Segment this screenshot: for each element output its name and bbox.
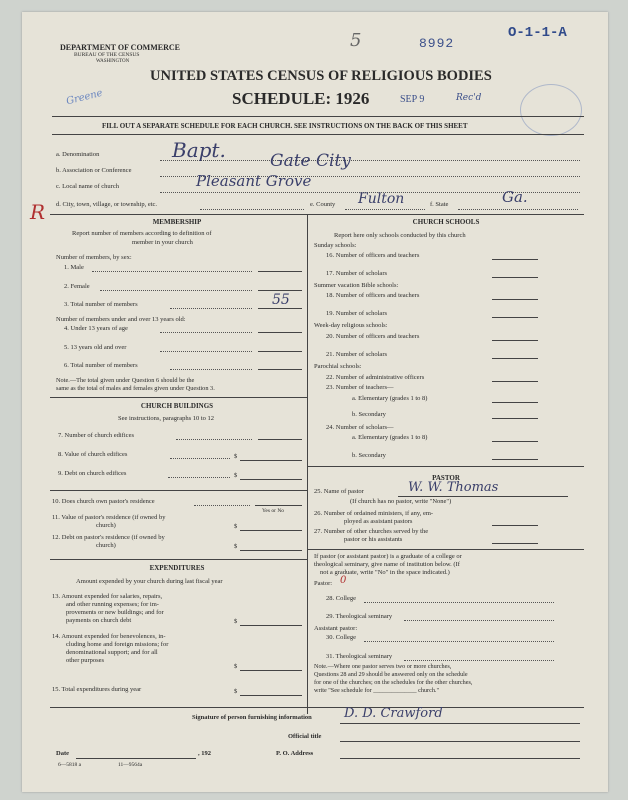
- q23-a: a. Elementary (grades 1 to 8): [352, 395, 428, 402]
- signature-value: D. D. Crawford: [344, 706, 443, 721]
- q11-label-b: church): [96, 522, 116, 529]
- q2-female: 2. Female: [64, 283, 90, 290]
- q20: 20. Number of officers and teachers: [326, 333, 420, 340]
- q24: 24. Number of scholars—: [326, 424, 394, 431]
- q12-dollar: $: [234, 543, 238, 550]
- q15-dollar: $: [234, 688, 238, 695]
- pastor-note-1: Note.—Where one pastor serves two or more churches,: [314, 663, 452, 670]
- q26-b: ployed as assistant pastors: [344, 518, 413, 525]
- form-title: UNITED STATES CENSUS OF RELIGIOUS BODIES: [150, 68, 492, 84]
- date-label: Date: [56, 750, 69, 757]
- official-title-label: Official title: [288, 733, 322, 740]
- q9-debt: 9. Debt on church edifices: [58, 470, 127, 477]
- association-label: b. Association or Conference: [56, 167, 132, 174]
- denomination-label: a. Denomination: [56, 151, 100, 158]
- year-label: , 192: [198, 750, 211, 757]
- department-label: DEPARTMENT OF COMMERCE: [60, 43, 181, 52]
- q27-a: 27. Number of other churches served by the: [314, 528, 429, 535]
- q14-a: 14. Amount expended for benevolences, in-: [52, 633, 166, 640]
- q14-dollar: $: [234, 663, 238, 670]
- q30-college: 30. College: [326, 634, 356, 641]
- q3-total-value: 55: [272, 292, 290, 308]
- weekday-schools: Week-day religious schools:: [314, 322, 388, 329]
- pastor-note-3: for one of the churches; on the schedules for the other churches,: [314, 679, 473, 686]
- buildings-sub: See instructions, paragraphs 10 to 12: [118, 415, 215, 422]
- q17: 17. Number of scholars: [326, 270, 388, 277]
- form-code: O-1-1-A: [508, 25, 567, 41]
- po-address-label: P. O. Address: [276, 750, 314, 757]
- q15-total: 15. Total expenditures during year: [52, 686, 142, 693]
- schedule-title: SCHEDULE: 1926: [232, 89, 370, 108]
- graduate-note-2: theological seminary, give name of institution below. (If: [314, 561, 460, 568]
- q6-total: 6. Total number of members: [64, 362, 138, 369]
- q24-a: a. Elementary (grades 1 to 8): [352, 434, 428, 441]
- expenditures-title: EXPENDITURES: [149, 564, 205, 572]
- signature-label: Signature of person furnishing information: [192, 714, 312, 721]
- yes-or-no: Yes or No: [262, 508, 285, 514]
- schools-title: CHURCH SCHOOLS: [412, 218, 480, 226]
- q11-label-a: 11. Value of pastor's residence (if owned by: [52, 514, 166, 521]
- q23: 23. Number of teachers—: [326, 384, 394, 391]
- q18: 18. Number of officers and teachers: [326, 292, 420, 299]
- membership-note-1: Note.—The total given under Question 6 should be the: [56, 377, 195, 384]
- graduate-note-1: If pastor (or assistant pastor) is a graduate of a college or: [314, 553, 462, 560]
- buildings-title: CHURCH BUILDINGS: [140, 402, 214, 410]
- handwritten-five: 5: [350, 30, 362, 51]
- q14-c: denominational support; and for all: [66, 649, 158, 656]
- q22: 22. Number of administrative officers: [326, 374, 425, 381]
- q13-b: and other running expenses; for im-: [66, 601, 159, 608]
- q1-male: 1. Male: [64, 264, 84, 271]
- pastor-note-4: write "See schedule for ______________ church.": [314, 687, 439, 694]
- q3-total: 3. Total number of members: [64, 301, 138, 308]
- q29-seminary: 29. Theological seminary: [326, 613, 393, 620]
- graduate-note-3: not a graduate, write "No" in the space indicated.): [320, 569, 450, 576]
- form-number: 6—5818 a: [58, 762, 82, 768]
- received-stamp: [520, 84, 582, 136]
- q13-a: 13. Amount expended for salaries, repairs,: [52, 593, 163, 600]
- state-label: f. State: [430, 201, 449, 208]
- q5-over-13: 5. 13 years old and over: [64, 344, 127, 351]
- form-number-2: 11—9564a: [118, 762, 143, 768]
- membership-intro-1: Report number of members according to definition of: [72, 230, 212, 237]
- q25-note: (If church has no pastor, write "None"): [350, 498, 452, 505]
- local-name-value: Pleasant Grove: [196, 172, 312, 190]
- q12-label-a: 12. Debt on pastor's residence (if owned by: [52, 534, 165, 541]
- q4-under-13: 4. Under 13 years of age: [64, 325, 128, 332]
- expenditures-sub: Amount expended by your church during last fiscal year: [76, 578, 223, 585]
- r-mark: R: [30, 200, 46, 224]
- q27-b: pastor or his assistants: [344, 536, 403, 543]
- q16: 16. Number of officers and teachers: [326, 252, 420, 259]
- membership-note-2: same as the total of males and females given under Question 3.: [56, 385, 215, 392]
- q13-d: payments on church debt: [66, 617, 132, 624]
- q13-c: provements or new buildings; and for: [66, 609, 164, 616]
- denomination-value: Bapt.: [172, 138, 226, 162]
- q26-a: 26. Number of ordained ministers, if any, em-: [314, 510, 434, 517]
- washington-label: WASHINGTON: [96, 59, 130, 64]
- members-by-sex: Number of members, by sex:: [56, 254, 132, 261]
- stamp-date: SEP 9: [400, 94, 425, 105]
- under-over-13: Number of members under and over 13 years old:: [56, 316, 186, 323]
- q25-label: 25. Name of pastor: [314, 488, 364, 495]
- instruction-banner: FILL OUT A SEPARATE SCHEDULE FOR EACH CHURCH. SEE INSTRUCTIONS ON THE BACK OF THIS SHEET: [102, 122, 468, 130]
- membership-title: MEMBERSHIP: [152, 218, 202, 226]
- q14-b: cluding home and foreign missions; for: [66, 641, 169, 648]
- greene-note: Greene: [65, 87, 104, 108]
- q7-edifices: 7. Number of church edifices: [58, 432, 134, 439]
- q8-dollar: $: [234, 453, 238, 460]
- sunday-schools: Sunday schools:: [314, 242, 357, 249]
- q13-dollar: $: [234, 618, 238, 625]
- q14-d: other purposes: [66, 657, 105, 664]
- pastor-sub-label: Pastor:: [314, 580, 333, 587]
- q8-value: 8. Value of church edifices: [58, 451, 128, 458]
- q19: 19. Number of scholars: [326, 310, 388, 317]
- q9-dollar: $: [234, 472, 238, 479]
- q12-label-b: church): [96, 542, 116, 549]
- q11-dollar: $: [234, 523, 238, 530]
- q28-college: 28. College: [326, 595, 356, 602]
- pastor-name-value: W. W. Thomas: [408, 480, 499, 495]
- local-name-label: c. Local name of church: [56, 183, 119, 190]
- membership-intro-2: member in your church: [132, 239, 193, 246]
- stamp-recd: Rec'd: [456, 93, 482, 103]
- bureau-label: BUREAU OF THE CENSUS: [74, 52, 140, 58]
- parochial-schools: Parochial schools:: [314, 363, 362, 370]
- pastor-note-2: Questions 28 and 29 should be answered only on the schedule: [314, 671, 468, 678]
- q24-b: b. Secondary: [352, 452, 386, 459]
- summer-schools: Summer vacation Bible schools:: [314, 282, 399, 289]
- pastor-graduate-value: 0: [340, 575, 347, 586]
- assistant-pastor-label: Assistant pastor:: [314, 625, 358, 632]
- q23-b: b. Secondary: [352, 411, 386, 418]
- q31-seminary: 31. Theological seminary: [326, 653, 393, 660]
- q21: 21. Number of scholars: [326, 351, 388, 358]
- city-label: d. City, town, village, or township, etc.: [56, 201, 158, 208]
- association-value: Gate City: [270, 151, 351, 171]
- state-value: Ga.: [502, 188, 528, 206]
- q10-residence: 10. Does church own pastor's residence: [52, 498, 155, 505]
- pastor-title: PASTOR: [432, 474, 460, 482]
- county-label: e. County: [310, 201, 336, 208]
- serial-number: 8992: [419, 36, 455, 51]
- schools-sub: Report here only schools conducted by this church: [334, 232, 466, 239]
- county-value: Fulton: [358, 191, 405, 207]
